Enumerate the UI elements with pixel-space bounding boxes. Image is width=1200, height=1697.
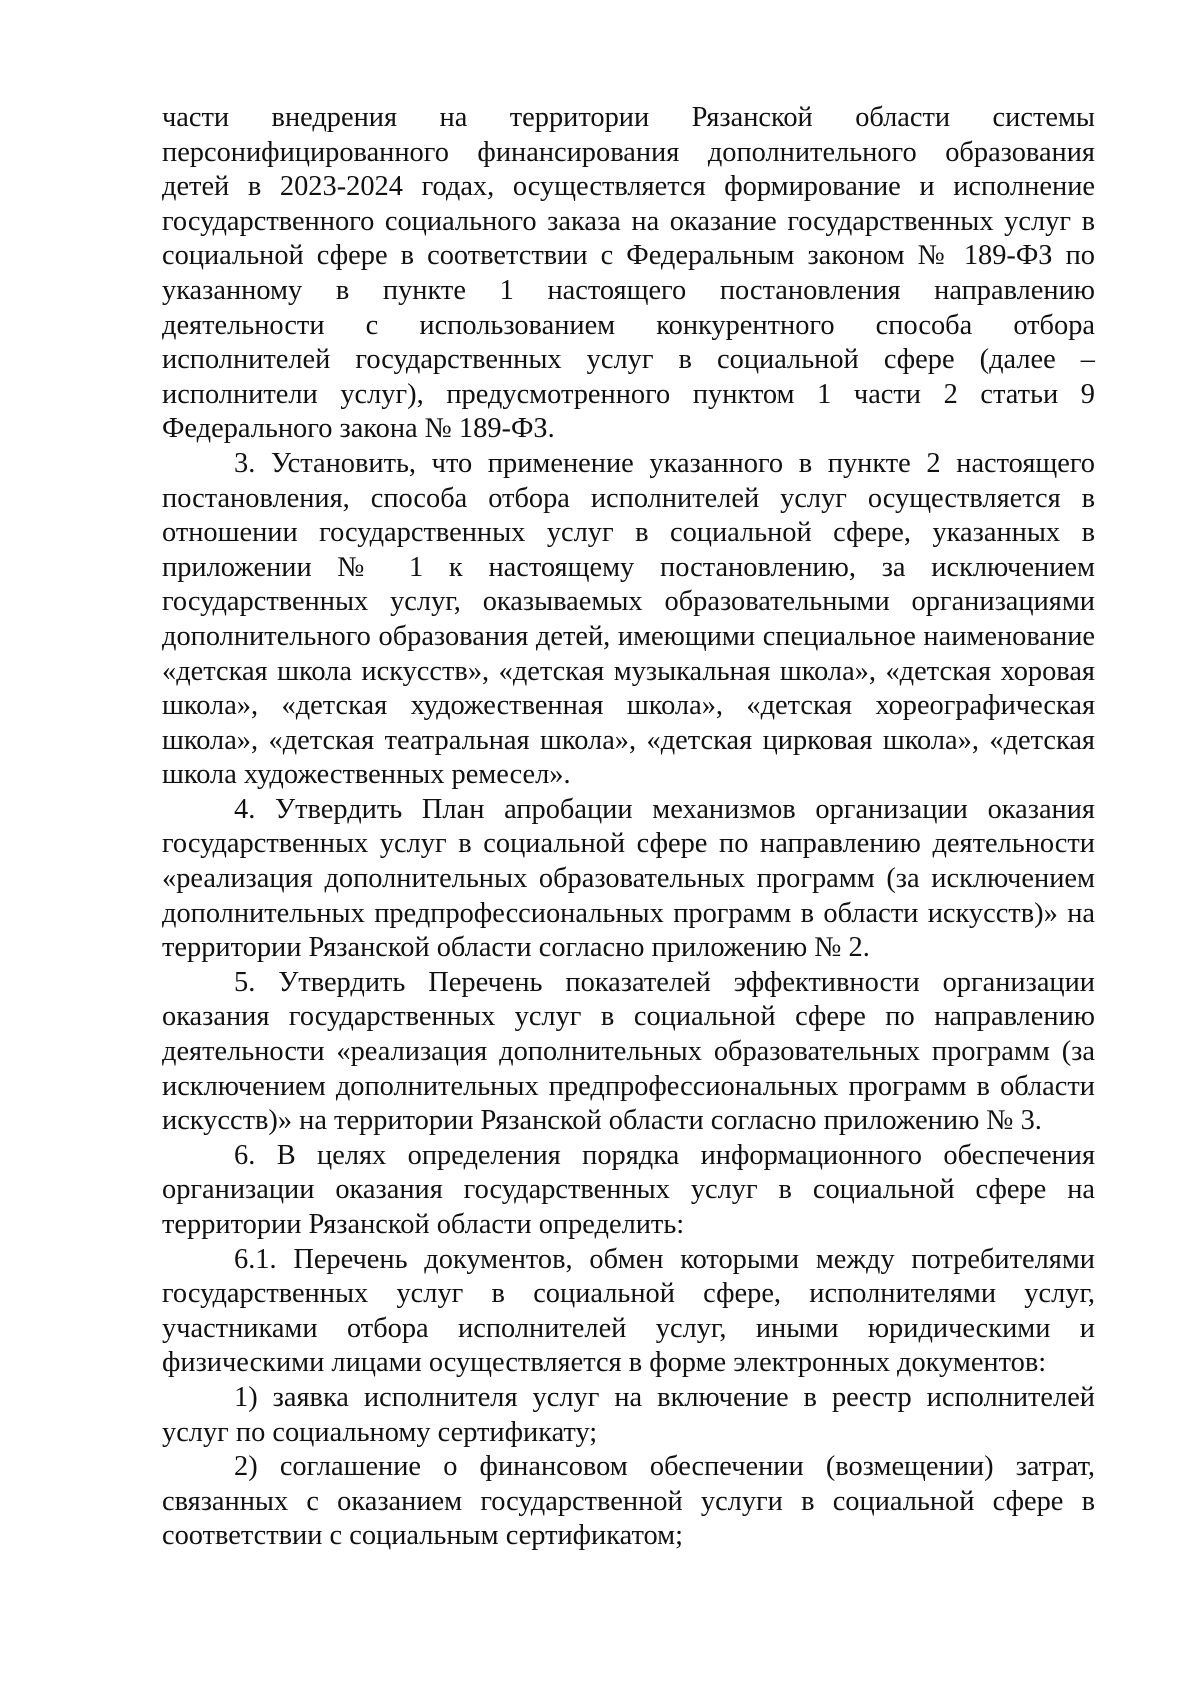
paragraph-continued: части внедрения на территории Рязанской области системы персонифицированного финансирования дополнительного образования детей в 2023-2024 годах, осуществляется формирование и исполнение государственного социального заказа на оказание государственных услуг в социальной сфере в соответствии с Федеральным законом № 189-ФЗ по указанному в пункте 1 настоящего постановления направлению деятельности с использованием конкурентного способа отбора исполнителей государственных услуг в социальной сфере (далее – исполнители услуг), предусмотренного пунктом 1 части 2 статьи 9 Федерального закона № 189-ФЗ. [162,102,1095,445]
paragraph-item-6: 6. В целях определения порядка информационного обеспечения организации оказания государственных услуг в социальной сфере на территории Рязанской области определить: [162,1139,1095,1240]
list-item-2: 2) соглашение о финансовом обеспечении (возмещении) затрат, связанных с оказанием государственной услуги в социальной сфере в соответствии с социальным сертификатом; [162,1451,1095,1552]
paragraph-item-6-1: 6.1. Перечень документов, обмен которыми между потребителями государственных услуг в социальной сфере, исполнителями услуг, участниками отбора исполнителей услуг, иными юридическими и физическими лицами осуществляется в форме электронных документов: [162,1243,1095,1379]
document-body [162,101,1095,1554]
list-item-1: 1) заявка исполнителя услуг на включение в реестр исполнителей услуг по социальному сертификату; [162,1381,1095,1448]
paragraph-item-3: 3. Установить, что применение указанного в пункте 2 настоящего постановления, способа отбора исполнителей услуг осуществляется в отношении государственных услуг в социальной сфере, указанных в приложении № 1 к настоящему постановлению, за исключением государственных услуг, оказываемых образовательными организациями дополнительного образования детей, имеющими специальное наименование «детская школа искусств», «детская музыкальная школа», «детская хоровая школа», «детская художественная школа», «детская хореографическая школа», «детская театральная школа», «детская цирковая школа», «детская школа художественных ремесел». [162,447,1095,791]
paragraph-item-5: 5. Утвердить Перечень показателей эффективности организации оказания государственных услуг в социальной сфере по направлению деятельности «реализация дополнительных образовательных программ (за исключением дополнительных предпрофессиональных программ в области искусств)» на территории Рязанской области согласно приложению № 3. [162,966,1095,1137]
paragraph-item-4: 4. Утвердить План апробации механизмов организации оказания государственных услуг в социальной сфере по направлению деятельности «реализация дополнительных образовательных программ (за исключением дополнительных предпрофессиональных программ в области искусств)» на территории Рязанской области согласно приложению № 2. [162,793,1095,964]
